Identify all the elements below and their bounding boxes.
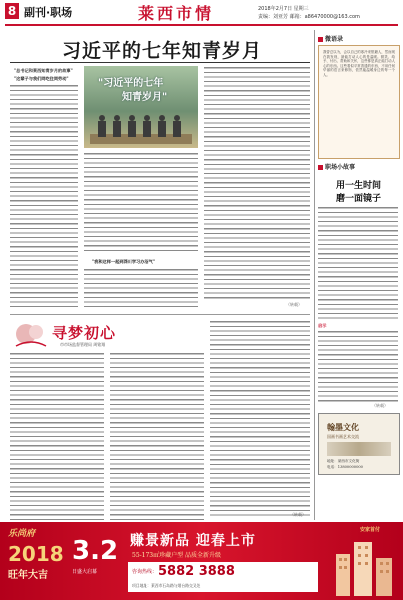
page-number-badge [5,3,19,19]
ink-painting [327,442,391,456]
header-rule [5,24,398,26]
banner-year: 2018 [8,542,64,566]
lead-continued: （转载） [286,302,302,307]
lead-column-2-text [84,152,198,254]
page-number: 8 [7,4,17,18]
lead-kicker: "总书记和莱西知青岁月的故事" [14,68,73,73]
feature-title: 寻梦初心 [52,324,117,342]
story-section-title: 职场小故事 [318,162,355,171]
banner-area-line: 55-173㎡珍藏户型 品质全新升级 [132,552,222,559]
photo-caption-2: 知青岁月" [122,92,168,103]
feature-top-rule [10,314,310,315]
phone-label: 咨询热线： [132,569,158,575]
headline-underline [10,62,310,63]
story-continued: （转载） [372,403,388,408]
lead-headline: 习近平的七年知青岁月 [62,40,263,62]
lead-photo [84,66,198,148]
section-name: 副刊·职场 [24,6,73,19]
feature-continued: （转载） [290,512,306,517]
story-title-1: 用一生时间 [336,181,382,191]
editor-line: 责编：刘亚芳 邮箱：a86470000@163.com [258,14,360,20]
quote-text: 我曾总以为，会以自己的寒冷来慰藉人，然而现在我发现，最能打动人心的是温暖。微笑、给予、付出、帮助和关怀，这些都是真正能打动人心的东西。这些看似平常普通的东西，不用任何华丽的语言来修饰，依然能温暖身边的每一个人。 [323,50,395,77]
culture-ad-title: 翰墨文化 [327,422,359,432]
banner-headline: 赚景新品 迎春上市 [130,533,256,549]
column-divider [314,30,315,520]
photo-people [90,112,192,144]
banner-right-tag: 安家首付 [360,527,381,533]
banner-date-small: 日盛大启幕 [72,569,98,575]
feature-byline: 市市场监督管理局 周铭翔 [60,342,106,347]
feature-column-2 [110,352,204,520]
story-title-2: 磨一面镜子 [336,194,382,204]
culture-ad-address: 地址：莱西市文化街 [327,459,360,463]
lead-column-1-text [10,84,78,308]
quote-section-title: 微语录 [318,34,343,43]
page-header [0,0,403,32]
culture-ad [318,413,400,475]
square-bullet-icon [318,37,323,42]
banner-slogan: 旺年大吉 [8,570,48,581]
date-line: 2018年2月7日 星期三 [258,6,309,12]
culture-ad-phone: 电话：13800000000 [327,465,363,469]
feature-column-1 [10,352,104,520]
banner-brand: 乐尚府 [8,529,36,539]
banner-phone-box [128,562,318,592]
feature-column-3 [210,320,310,516]
lead-column-2b-text [84,268,198,308]
story-text-2 [318,330,398,402]
banner-address: 项目地址：莱西市石岛路与烟台路交叉处 [132,583,201,588]
inspiration-label: 启示 [318,323,327,328]
phone-number: 5882 3888 [158,564,235,579]
building-illustration [330,536,398,596]
lead-column-3-text [204,66,310,302]
real-estate-banner [0,522,403,600]
culture-ad-subtitle: 国画书画艺术交流 [327,434,359,439]
masthead: 莱西市情 [138,4,215,23]
story-text [318,206,398,322]
square-bullet-icon [318,165,323,170]
photo-caption-1: "习近平的七年 [98,78,164,89]
lead-subhead: "这辈子与我们同吃住同劳动" [14,76,69,81]
lead-callout: "我和这样一起到莽川学习办沼气" [92,259,155,264]
quote-box [318,45,400,159]
banner-date-big: 3.2 [72,536,119,566]
feature-art [14,320,48,348]
